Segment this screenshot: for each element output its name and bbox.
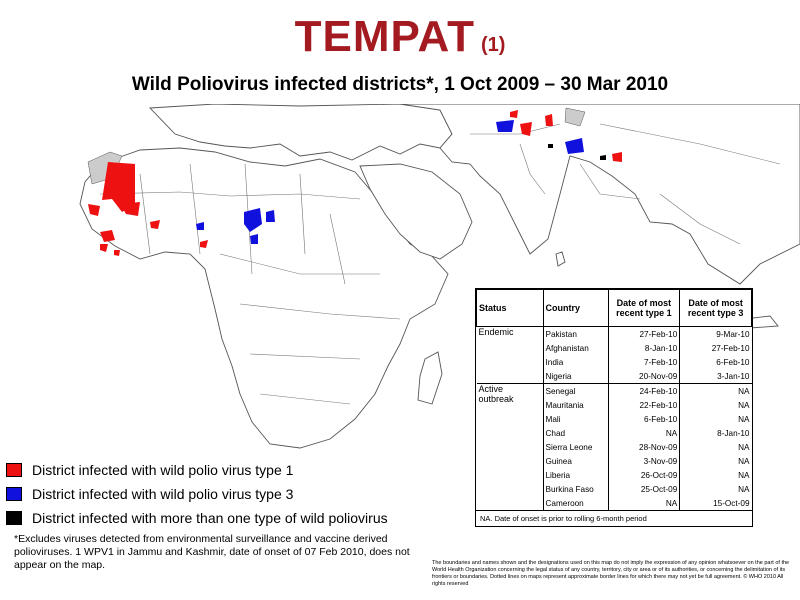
type1-cell: 6-Feb-10 (608, 412, 680, 426)
legend-label-mixed: District infected with more than one type of wild poliovirus (32, 510, 388, 526)
legend-label-type1: District infected with wild polio virus type 1 (32, 462, 294, 478)
table-header-row (477, 290, 752, 327)
type1-cell: 20-Nov-09 (608, 369, 680, 384)
type1-cell: 27-Feb-10 (608, 327, 680, 342)
map-legend (6, 458, 446, 530)
type3-cell: 3-Jan-10 (717, 371, 750, 381)
type3-cell: NA (680, 384, 752, 399)
header-type1: Date of most recent type 1 (608, 290, 680, 327)
type3-cell: 27-Feb-10 (711, 343, 750, 353)
type3-cell: NA (738, 414, 750, 424)
legend-item-mixed (6, 506, 446, 530)
country-cell: Guinea (543, 454, 608, 468)
type1-cell: 25-Oct-09 (608, 482, 680, 496)
liberia-type1 (114, 250, 120, 256)
legend-swatch-mixed (6, 511, 22, 525)
type3-cell: 8-Jan-10 (717, 428, 750, 438)
type1-cell: 8-Jan-10 (608, 341, 680, 355)
type3-cell: NA (738, 484, 750, 494)
header-status: Status (477, 290, 544, 327)
country-cell: Afghanistan (543, 341, 608, 355)
country-cell: Mauritania (543, 398, 608, 412)
country-cell: Cameroon (543, 496, 608, 510)
type1-cell: NA (608, 496, 680, 510)
type3-cell: NA (738, 400, 750, 410)
title-suffix: (1) (480, 34, 506, 56)
type1-cell: 3-Nov-09 (608, 454, 680, 468)
country-cell: Pakistan (543, 327, 608, 342)
type3-cell: NA (738, 456, 750, 466)
header-country: Country (543, 290, 608, 327)
type3-cell: 15-Oct-09 (713, 498, 750, 508)
type3-cell: 9-Mar-10 (680, 327, 752, 342)
title-main: TEMPAT (294, 12, 475, 61)
legend-item-type3 (6, 482, 446, 506)
slide-title (0, 12, 800, 62)
type1-cell: 24-Feb-10 (608, 384, 680, 399)
legend-item-type1 (6, 458, 446, 482)
country-cell: Burkina Faso (543, 482, 608, 496)
footnote: *Excludes viruses detected from environmental surveillance and vaccine derived polioviruses. 1 WPV1 in Jammu and Kashmir, date of onset of 07 Feb 2010, does not appear on the map. (14, 533, 410, 571)
type1-cell: 22-Feb-10 (608, 398, 680, 412)
status-active-outbreak: Active outbreak (477, 384, 544, 511)
table-note: NA. Date of onset is prior to rolling 6-month period (476, 510, 752, 526)
status-endemic: Endemic (477, 327, 544, 384)
country-cell: Liberia (543, 468, 608, 482)
country-cell: India (543, 355, 608, 369)
type3-cell: NA (738, 442, 750, 452)
legend-swatch-type1 (6, 463, 22, 477)
madagascar (418, 352, 442, 404)
pakistan-mixed (548, 144, 553, 148)
type3-cell: NA (738, 470, 750, 480)
country-cell: Senegal (543, 384, 608, 399)
legend-swatch-type3 (6, 487, 22, 501)
map-subtitle: Wild Poliovirus infected districts*, 1 Oct 2009 – 30 Mar 2010 (131, 74, 669, 95)
outbreak-table-container (475, 288, 753, 527)
table-row (477, 327, 752, 342)
country-cell: Mali (543, 412, 608, 426)
country-cell: Sierra Leone (543, 440, 608, 454)
afghanistan-type3 (496, 120, 514, 132)
header-type3: Date of most recent type 3 (680, 290, 752, 327)
table-row (477, 384, 752, 399)
country-cell: Chad (543, 426, 608, 440)
type1-cell: 26-Oct-09 (608, 468, 680, 482)
type1-cell: 28-Nov-09 (608, 440, 680, 454)
country-cell: Nigeria (543, 369, 608, 384)
type1-cell: NA (608, 426, 680, 440)
who-disclaimer: The boundaries and names shown and the designations used on this map do not imply the expression of any opinion whatsoever on the part of the World Health Organization concerning the legal status of any country, territory, city or area or of its authorities, or concerning the delimitation of its frontiers or boundaries. Dotted lines on maps represent approximate border lines for which there may not yet be full agreement. © WHO 2010 All rights reserved (432, 560, 790, 587)
type1-cell: 7-Feb-10 (608, 355, 680, 369)
sri-lanka (556, 252, 565, 266)
type3-cell: 6-Feb-10 (716, 357, 750, 367)
sierra-leone-type1 (100, 244, 108, 252)
outbreak-table (476, 289, 752, 510)
legend-label-type3: District infected with wild polio virus type 3 (32, 486, 294, 502)
